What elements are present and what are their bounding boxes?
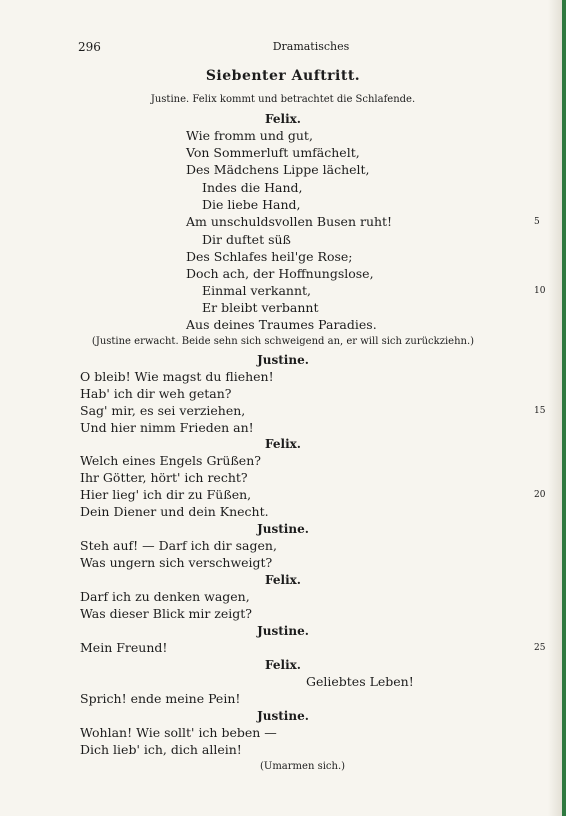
speaker-label: Felix. <box>265 112 301 126</box>
line-number: 25 <box>534 643 546 653</box>
line-number: 5 <box>534 217 540 227</box>
verse-line: Sag' mir, es sei verziehen, <box>80 403 246 418</box>
verse-line: Von Sommerluft umfächelt, <box>186 145 360 160</box>
verse-line: Er bleibt verbannt <box>202 300 319 315</box>
line-number: 20 <box>534 490 546 500</box>
speaker-label: Justine. <box>257 624 309 638</box>
speaker-label: Felix. <box>265 658 301 672</box>
verse-line: Einmal verkannt, <box>202 283 312 298</box>
verse-line: Darf ich zu denken wagen, <box>80 589 250 604</box>
verse-line: Doch ach, der Hoffnungslose, <box>186 266 374 281</box>
speaker-label: Felix. <box>265 437 301 451</box>
verse-line: Dir duftet süß <box>202 232 291 247</box>
verse-line: Steh auf! — Darf ich dir sagen, <box>80 538 277 553</box>
verse-line: Des Mädchens Lippe lächelt, <box>186 162 370 177</box>
verse-line: Wie fromm und gut, <box>186 128 313 143</box>
verse-line: Am unschuldsvollen Busen ruht! <box>186 214 393 229</box>
scene-title: Siebenter Auftritt. <box>205 68 361 84</box>
line-number: 10 <box>534 286 546 296</box>
verse-line: Hab' ich dir weh getan? <box>80 386 232 401</box>
verse-line: Was ungern sich verschweigt? <box>80 555 273 570</box>
verse-line: Des Schlafes heil'ge Rose; <box>186 249 353 264</box>
stage-direction: (Justine erwacht. Beide sehn sich schweigend an, er will sich zurückziehn.) <box>91 336 475 347</box>
verse-line: Welch eines Engels Grüßen? <box>80 453 261 468</box>
speaker-label: Justine. <box>257 353 309 367</box>
verse-line: Hier lieg' ich dir zu Füßen, <box>80 487 252 502</box>
verse-line: O bleib! Wie magst du fliehen! <box>80 369 274 384</box>
speaker-label: Justine. <box>257 522 309 536</box>
verse-line: Wohlan! Wie sollt' ich beben — <box>80 725 277 740</box>
verse-line: Geliebtes Leben! <box>306 674 414 689</box>
verse-line: Was dieser Blick mir zeigt? <box>80 606 252 621</box>
stage-direction: (Umarmen sich.) <box>260 761 346 772</box>
speaker-label: Justine. <box>257 709 309 723</box>
verse-line: Dich lieb' ich, dich allein! <box>80 742 242 757</box>
verse-line: Indes die Hand, <box>202 180 303 195</box>
running-head: Dramatisches <box>272 40 350 53</box>
verse-line: Dein Diener und dein Knecht. <box>80 504 269 519</box>
line-number: 15 <box>534 406 546 416</box>
page-header <box>78 40 544 56</box>
verse-line: Sprich! ende meine Pein! <box>80 691 241 706</box>
stage-direction: Justine. Felix kommt und betrachtet die Schlafende. <box>150 94 416 105</box>
page-number: 296 <box>78 40 101 54</box>
verse-line: Die liebe Hand, <box>202 197 301 212</box>
verse-line: Mein Freund! <box>80 640 168 655</box>
verse-line: Ihr Götter, hört' ich recht? <box>80 470 248 485</box>
verse-line: Aus deines Traumes Paradies. <box>186 317 377 332</box>
speaker-label: Felix. <box>265 573 301 587</box>
verse-line: Und hier nimm Frieden an! <box>80 420 254 435</box>
